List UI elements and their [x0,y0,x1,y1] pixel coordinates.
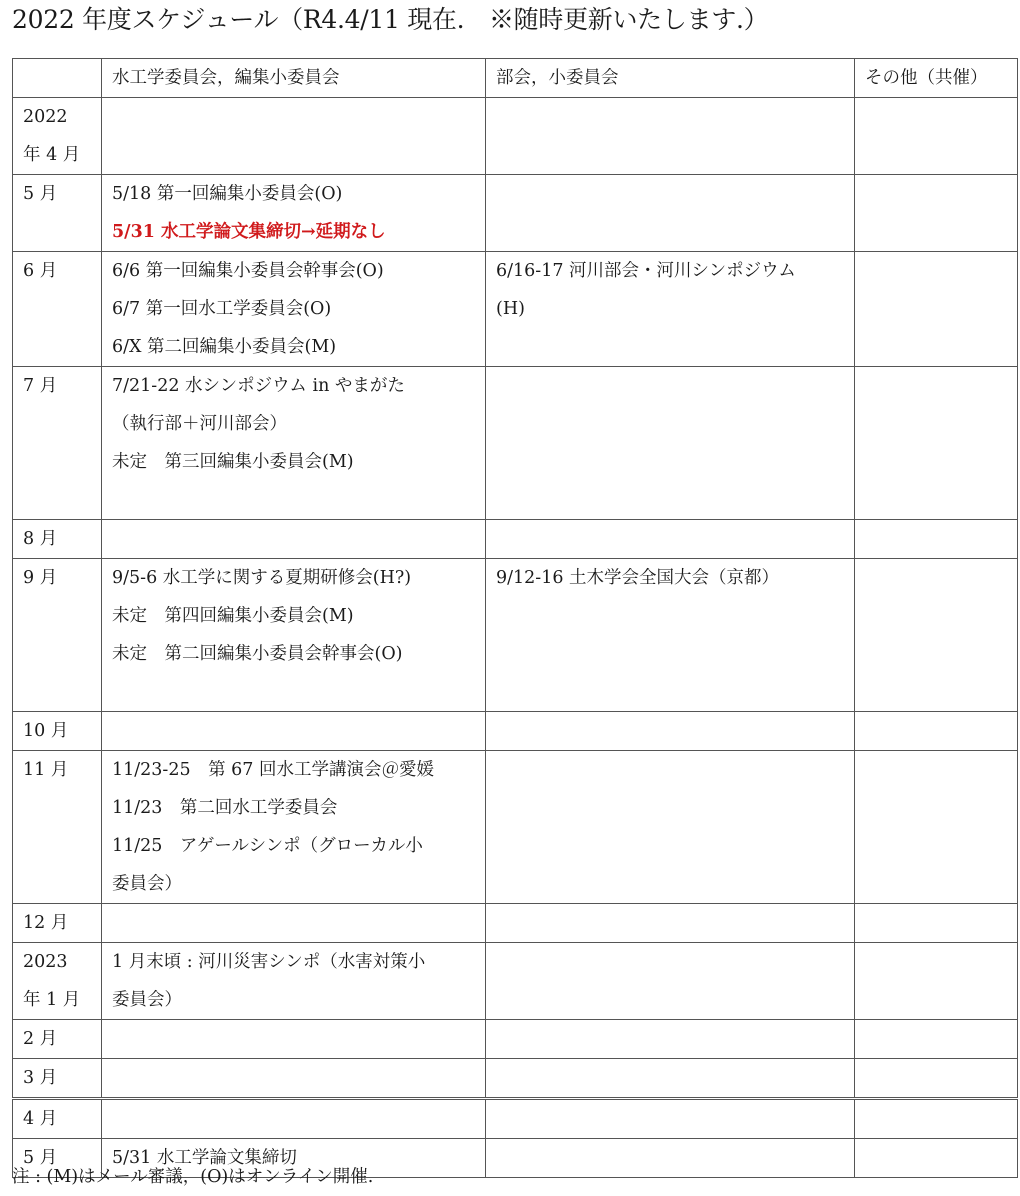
cell-month [13,712,102,751]
cell-committee [102,367,486,520]
page-title: 2022 年度スケジュール（R4.4/11 現在. ※随時更新いたします.） [12,5,769,34]
cell-subcommittee [486,1099,855,1139]
cell-spacer [496,673,844,711]
cell-spacer [23,789,91,827]
cell-committee [102,559,486,712]
cell-line: 未定 第四回編集小委員会(M) [112,606,354,626]
cell-spacer [865,443,1007,481]
cell-spacer [865,712,1007,750]
cell-line: 6/X 第二回編集小委員会(M) [112,337,337,357]
cell-spacer [496,175,844,213]
table-row [13,904,1018,943]
cell-spacer [496,789,844,827]
cell-spacer [23,597,91,635]
cell-other [855,367,1018,520]
cell-spacer [865,865,1007,903]
header-committee: 水工学委員会，編集小委員会 [102,59,486,98]
cell-spacer [496,635,844,673]
cell-spacer [496,328,844,366]
cell-spacer [865,481,1007,519]
cell-month [13,1059,102,1099]
cell-other [855,559,1018,712]
cell-spacer [496,1139,844,1177]
cell-month [13,520,102,559]
cell-spacer [865,789,1007,827]
cell-spacer [496,712,844,750]
table-row [13,520,1018,559]
cell-spacer [865,1139,1007,1177]
cell-spacer [112,520,475,558]
cell-line: 6/7 第一回水工学委員会(O) [112,299,332,319]
cell-other [855,712,1018,751]
cell-line: （執行部＋河川部会） [112,414,287,434]
cell-line: 6/6 第一回編集小委員会幹事会(O) [112,261,384,281]
cell-month [13,252,102,367]
schedule-table [12,58,1018,1178]
header-month [13,59,102,98]
cell-spacer [23,213,91,251]
cell-line: 年 1 月 [23,990,81,1010]
cell-subcommittee [486,943,855,1020]
cell-spacer [112,1059,475,1097]
cell-line: 年 4 月 [23,145,81,165]
cell-other [855,98,1018,175]
cell-spacer [865,1059,1007,1097]
cell-spacer [865,405,1007,443]
cell-line: 未定 第三回編集小委員会(M) [112,452,354,472]
cell-subcommittee [486,712,855,751]
cell-subcommittee [486,175,855,252]
cell-month [13,904,102,943]
cell-spacer [496,481,844,519]
cell-subcommittee [486,520,855,559]
cell-subcommittee [486,1139,855,1178]
cell-spacer [23,481,91,519]
cell-line: 2 月 [23,1029,58,1049]
cell-spacer [23,443,91,481]
cell-spacer [496,367,844,405]
cell-spacer [865,328,1007,366]
cell-subcommittee [486,252,855,367]
table-row [13,98,1018,175]
cell-committee [102,1020,486,1059]
cell-spacer [865,1100,1007,1138]
cell-spacer [23,865,91,903]
cell-spacer [865,213,1007,251]
cell-line: 11/23-25 第 67 回水工学講演会＠愛媛 [112,760,435,780]
cell-line: 4 月 [23,1109,58,1129]
cell-line: 3 月 [23,1068,58,1088]
cell-line: 5 月 [23,184,58,204]
cell-line: 12 月 [23,913,69,933]
cell-spacer [112,904,475,942]
cell-spacer [865,904,1007,942]
cell-spacer [865,1020,1007,1058]
cell-spacer [112,98,475,136]
table-header-row [13,59,1018,98]
cell-month [13,98,102,175]
cell-line: (H) [496,299,525,319]
cell-spacer [496,98,844,136]
cell-spacer [865,751,1007,789]
cell-line: 11/23 第二回水工学委員会 [112,798,338,818]
table-row [13,367,1018,520]
cell-line: 11/25 アゲールシンポ（グローカル小 [112,836,423,856]
cell-spacer [865,136,1007,174]
table-row [13,943,1018,1020]
cell-other [855,1139,1018,1178]
cell-spacer [496,865,844,903]
cell-line: 未定 第二回編集小委員会幹事会(O) [112,644,403,664]
cell-spacer [112,1020,475,1058]
cell-spacer [112,136,475,174]
cell-line: 1 月末頃 : 河川災害シンポ（水害対策小 [112,952,426,972]
cell-spacer [112,712,475,750]
cell-subcommittee [486,1020,855,1059]
cell-spacer [496,981,844,1019]
cell-other [855,520,1018,559]
cell-month [13,943,102,1020]
cell-spacer [23,635,91,673]
cell-spacer [496,1059,844,1097]
cell-other [855,252,1018,367]
cell-spacer [865,827,1007,865]
cell-line: 5/18 第一回編集小委員会(O) [112,184,343,204]
cell-spacer [112,1100,475,1138]
cell-spacer [865,98,1007,136]
cell-subcommittee [486,367,855,520]
cell-committee [102,712,486,751]
cell-line: 2022 [23,107,68,127]
cell-other [855,175,1018,252]
cell-committee [102,175,486,252]
header-other: その他（共催） [855,59,1018,98]
cell-line [112,673,475,711]
cell-line: 11 月 [23,760,69,780]
cell-spacer [496,751,844,789]
cell-month [13,1099,102,1139]
cell-subcommittee [486,751,855,904]
cell-spacer [23,405,91,443]
cell-spacer [865,290,1007,328]
cell-line: 10 月 [23,721,69,741]
cell-line: 7 月 [23,376,58,396]
cell-spacer [865,559,1007,597]
cell-line: 7/21-22 水シンポジウム in やまがた [112,376,405,396]
header-subcommittee: 部会，小委員会 [486,59,855,98]
cell-spacer [496,827,844,865]
cell-spacer [865,175,1007,213]
table-row [13,1099,1018,1139]
table-row [13,712,1018,751]
cell-spacer [865,673,1007,711]
cell-line: 9/5-6 水工学に関する夏期研修会(H?) [112,568,412,588]
cell-line: 6/16-17 河川部会・河川シンポジウム [496,261,796,281]
cell-other [855,943,1018,1020]
cell-subcommittee [486,904,855,943]
cell-line: 5/31 水工学論文集締切 [112,1148,297,1168]
cell-spacer [865,981,1007,1019]
cell-other [855,1020,1018,1059]
cell-line: 9 月 [23,568,58,588]
cell-spacer [496,520,844,558]
table-row [13,559,1018,712]
cell-spacer [865,597,1007,635]
cell-committee [102,252,486,367]
cell-spacer [496,443,844,481]
cell-line: 6 月 [23,261,58,281]
cell-month [13,175,102,252]
cell-month [13,559,102,712]
cell-spacer [865,943,1007,981]
cell-committee [102,943,486,1020]
cell-line [112,481,475,519]
table-row [13,1020,1018,1059]
cell-month [13,751,102,904]
table-row [13,252,1018,367]
cell-committee [102,520,486,559]
cell-subcommittee [486,559,855,712]
cell-line: 8 月 [23,529,58,549]
cell-committee [102,1059,486,1099]
cell-subcommittee [486,1059,855,1099]
cell-spacer [865,252,1007,290]
cell-spacer [496,213,844,251]
cell-committee [102,751,486,904]
cell-month [13,1020,102,1059]
cell-line: 9/12-16 土木学会全国大会（京都） [496,568,780,588]
table-row [13,751,1018,904]
cell-line: 5 月 [23,1148,58,1168]
cell-line: 委員会） [112,990,182,1010]
cell-subcommittee [486,98,855,175]
cell-spacer [865,367,1007,405]
cell-other [855,904,1018,943]
cell-other [855,751,1018,904]
cell-spacer [496,1100,844,1138]
cell-spacer [23,290,91,328]
table-row [13,1059,1018,1099]
cell-spacer [496,943,844,981]
cell-other [855,1099,1018,1139]
cell-committee [102,904,486,943]
cell-other [855,1059,1018,1099]
cell-month [13,367,102,520]
cell-spacer [496,1020,844,1058]
cell-spacer [23,827,91,865]
cell-spacer [496,136,844,174]
cell-spacer [23,328,91,366]
cell-spacer [23,673,91,711]
footnote: 注 : (M)はメール審議，(O)はオンライン開催. [12,1167,374,1187]
cell-spacer [496,904,844,942]
cell-line: 5/31 水工学論文集締切→延期なし [112,222,386,242]
cell-spacer [496,597,844,635]
cell-spacer [865,635,1007,673]
cell-committee [102,1099,486,1139]
cell-spacer [865,520,1007,558]
table-row [13,175,1018,252]
cell-spacer [496,405,844,443]
cell-line: 委員会） [112,874,182,894]
cell-committee [102,98,486,175]
cell-line: 2023 [23,952,68,972]
